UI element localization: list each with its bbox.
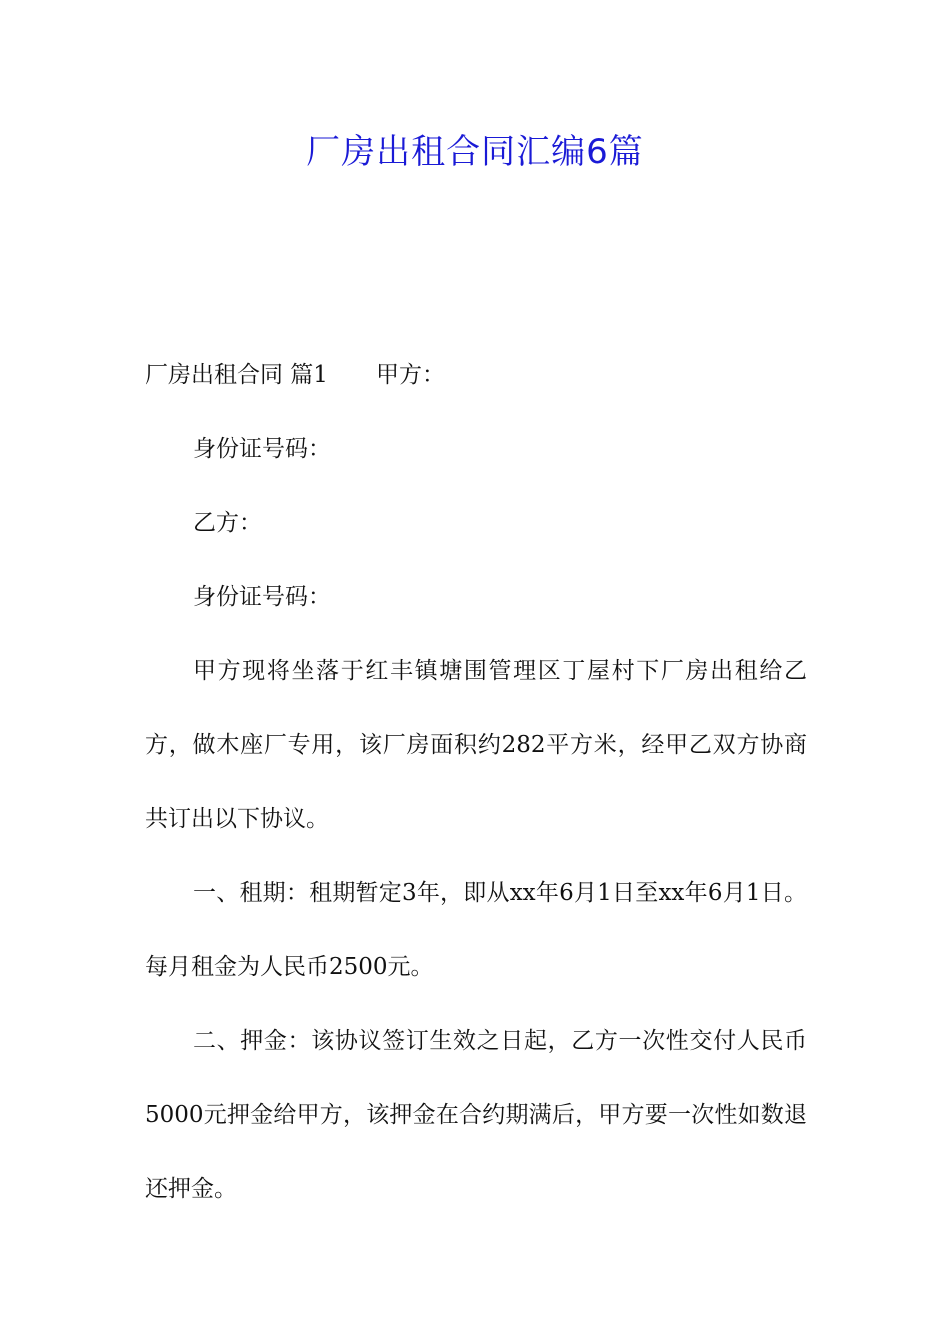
contract-heading: 厂房出租合同 篇1: [145, 362, 328, 388]
document-title: 厂房出租合同汇编6篇: [306, 132, 644, 172]
contract-heading-line: [145, 338, 807, 412]
paragraph-party-b: 乙方：: [193, 510, 262, 536]
paragraph-party-a-id: 身份证号码：: [193, 436, 331, 462]
paragraph-lease-term: 一、租期：租期暂定3年，即从xx年6月1日至xx年6月1日。每月租金为人民币2500元。: [145, 880, 807, 980]
document-body: [145, 338, 807, 1226]
paragraph-deposit: 二、押金：该协议签订生效之日起，乙方一次性交付人民币5000元押金给甲方，该押金在合约期满后，甲方要一次性如数退还押金。: [145, 1028, 807, 1202]
paragraph-party-b-id: 身份证号码：: [193, 584, 331, 610]
paragraph-premises: 甲方现将坐落于红丰镇塘围管理区丁屋村下厂房出租给乙方，做木座厂专用，该厂房面积约282平方米，经甲乙双方协商共订出以下协议。: [145, 658, 807, 832]
party-a-label: 甲方：: [375, 362, 445, 388]
